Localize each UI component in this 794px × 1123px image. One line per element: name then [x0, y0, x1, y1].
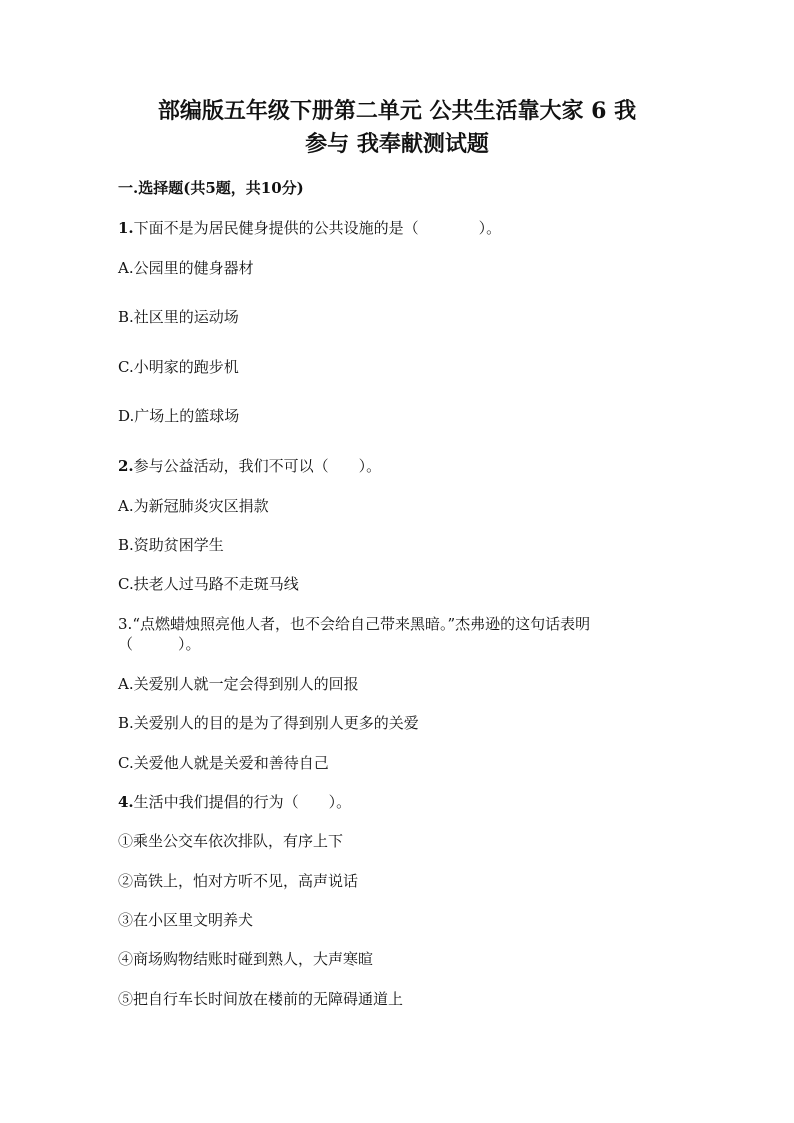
question-3-stem-continued: （ ）。 — [118, 635, 201, 653]
question-4-item-2: ②高铁上，怕对方听不见，高声说话 — [118, 872, 359, 890]
question-stem: “点燃蜡烛照亮他人者，也不会给自己带来黑暗。”杰弗逊的这句话表明 — [132, 615, 591, 633]
question-4-item-1: ①乘坐公交车依次排队，有序上下 — [118, 832, 344, 850]
question-1 — [118, 218, 678, 238]
question-number: 4. — [118, 793, 134, 811]
question-1-option-b: B.社区里的运动场 — [118, 308, 239, 326]
question-2-option-a: A.为新冠肺炎灾区捐款 — [118, 497, 269, 515]
question-3 — [118, 614, 678, 634]
question-number: 2. — [118, 457, 134, 475]
page-title-line-2: 参与 我奉献测试题 — [305, 131, 489, 157]
question-2-option-c: C.扶老人过马路不走斑马线 — [118, 575, 299, 593]
question-number: 1. — [118, 219, 134, 237]
question-3-option-b: B.关爱别人的目的是为了得到别人更多的关爱 — [118, 714, 419, 732]
question-1-option-c: C.小明家的跑步机 — [118, 358, 239, 376]
question-1-option-a: A.公园里的健身器材 — [118, 259, 254, 277]
question-stem: 生活中我们提倡的行为（ ）。 — [133, 793, 352, 811]
section-heading: 一.选择题(共5题，共10分) — [118, 179, 304, 197]
question-4-item-3: ③在小区里文明养犬 — [118, 911, 254, 929]
question-number: 3. — [118, 615, 133, 633]
question-3-option-c: C.关爱他人就是关爱和善待自己 — [118, 754, 329, 772]
question-4-item-4: ④商场购物结账时碰到熟人，大声寒暄 — [118, 950, 374, 968]
question-1-option-d: D.广场上的篮球场 — [118, 407, 240, 425]
question-2-option-b: B.资助贫困学生 — [118, 536, 224, 554]
question-3-option-a: A.关爱别人就一定会得到别人的回报 — [118, 675, 359, 693]
question-4-item-5: ⑤把自行车长时间放在楼前的无障碍通道上 — [118, 990, 404, 1008]
question-2 — [118, 456, 678, 476]
question-stem: 下面不是为居民健身提供的公共设施的是（ ）。 — [133, 219, 502, 237]
question-4 — [118, 792, 678, 812]
question-stem: 参与公益活动，我们不可以（ ）。 — [133, 457, 382, 475]
page-title-line-1: 部编版五年级下册第二单元 公共生活靠大家 6 我 — [157, 98, 637, 124]
